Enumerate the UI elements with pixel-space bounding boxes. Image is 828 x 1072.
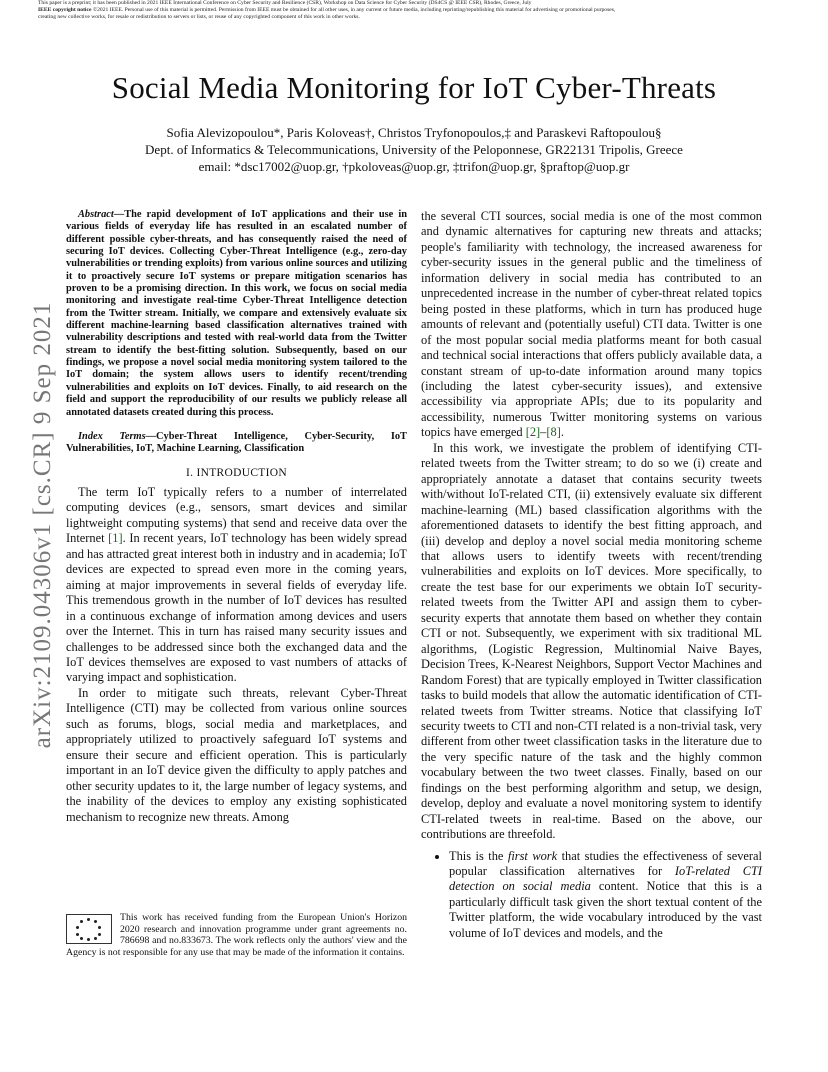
- index-terms-text: —Cyber-Threat Intelligence, Cyber-Security, IoT Vulnerabilities, IoT, Machine Learning, Classification: [66, 430, 407, 455]
- index-terms-lead: Index Terms: [78, 430, 146, 442]
- footnote-text: This work has received funding from the European Union's Horizon 2020 research and innovation programme under grant agreements no. 786698 and no.833673. The work reflects only the authors' view and the Agency is not responsible for any use that may be made of the information it contains.: [66, 912, 407, 958]
- bullet-emphasis-1: first work: [507, 848, 558, 863]
- citation-dash: –: [540, 425, 547, 440]
- notice-line-2-text: ©2021 IEEE. Personal use of this material is permitted. Permission from IEEE must be obtained for all other uses, in any current or future media, including reprinting/republishing this material for advertising or promotional purposes,: [91, 7, 616, 13]
- abstract-lead: Abstract: [78, 209, 114, 220]
- funding-footnote: [66, 912, 407, 958]
- eu-flag-icon: [66, 914, 112, 944]
- citation-link[interactable]: [1]: [108, 531, 123, 546]
- arxiv-sidebar: [18, 300, 68, 750]
- bullet-emphasis-2: IoT-related CTI detection on social media: [449, 864, 763, 894]
- bullet-text-a: This is the: [449, 848, 508, 863]
- left-column: [66, 209, 407, 825]
- intro-p1-text-a: The term IoT typically refers to a number of interrelated computing devices (e.g., sensors, smart devices and similar lightweight computing systems) that send and receive data over the Internet: [66, 484, 407, 546]
- notice-line-1: This paper is a preprint; it has been published in 2021 IEEE International Conference on Cyber Security and Resilience (CSR), Workshop on Data Science for Cyber Security (DS4CS @ IEEE CSR), Rhodes, Greece, July: [38, 0, 532, 6]
- copyright-notice: [38, 0, 798, 21]
- author-emails: email: *dsc17002@uop.gr, †pkoloveas@uop.gr, ‡trifon@uop.gr, §praftop@uop.gr: [198, 159, 630, 174]
- citation-link[interactable]: [2]: [525, 425, 541, 440]
- notice-line-3: creating new collective works, for resale or redistribution to servers or lists, or reuse of any copyrighted component of this work in other works.: [38, 14, 360, 20]
- right-paragraph-2: In this work, we investigate the problem of identifying CTI-related tweets from the Twitter stream; to do so we (i) create and appropriately annotate a dataset that contains security tweets with/without IoT-related CTI, (ii) extensively evaluate six different machine-learning (ML) based classification algorithms with the aforementioned datasets to identify the best fitting approach, and (iii) develop and deploy a novel social media monitoring scheme that allows users to identify tweets with recent/trending vulnerabilities and exploits on IoT devices. More specifically, to create the test base for our experiments we obtain IoT security-related tweets from the Twitter API and assign them to cyber-security experts that annotate them based on whether they contain CTI or not. Subsequently, we experiment with six traditional ML algorithms, (Logistic Regression, Multinomial Naive Bayes, Decision Trees, K-Nearest Neighbors, Support Vector Machines and Random Forest) that are typically employed in Twitter classification tasks to build models that allow the automatic identification of CTI-related tweets from Twitter streams. Notice that classifying IoT security tweets to CTI and non-CTI related is a non-trivial task, very different from other tweet classification tasks in the literature due to the very specific nature of the task and the highly common vocabulary between the two tweet classes. Finally, based on our findings on the best performing algorithm and setup, we design, develop, deploy and evaluate a novel monitoring system to identify CTI-related tweets in real-time. Based on the above, our contributions are threefold.: [421, 440, 762, 842]
- author-affiliation: Dept. of Informatics & Telecommunications, University of the Peloponnese, GR22131 Tripolis, Greece: [145, 142, 683, 157]
- intro-p1-text-b: . In recent years, IoT technology has been widely spread and has attracted great interest both in industry and in academia; IoT devices are expected to spread even more in the coming years, aiming at major improvements in several fields of everyday life. This tremendous growth in the number of IoT devices has resulted in a continuous exchange of information among devices and users over the Internet. This in turn has raised many security issues and challenges to be addressed since both the exchanged data and the IoT devices themselves are exposed to vast numbers of attacks of varying impact and sophistication.: [66, 531, 407, 685]
- right-paragraph-1: [421, 209, 762, 441]
- contribution-list: [421, 849, 762, 942]
- author-names: Sofia Alevizopoulou*, Paris Koloveas†, Christos Tryfonopoulos,‡ and Paraskevi Raftopoulou§: [166, 125, 662, 140]
- author-block: [0, 124, 828, 175]
- right-p1-end: .: [560, 425, 564, 440]
- bullet-text-c: content. Notice that this is a particularly difficult task given the short textual content of the Twitter platform, the wide vocabulary introduced by the vast volume of IoT devices and models, and the: [449, 879, 762, 940]
- paper-title: Social Media Monitoring for IoT Cyber-Threats: [111, 70, 717, 105]
- index-terms: [66, 431, 407, 456]
- citation-link[interactable]: [8]: [546, 425, 561, 440]
- right-p1-text: the several CTI sources, social media is one of the most common and dynamic alternatives for capturing new threats and attacks; people's familiarity with technology, the increased awareness for cyber-security issues in the general public and the timeliness of information delivery in social media has contributed to an unprecedented increase in the number of cyber-threat related topics being posted in these platforms, which in turn has produced huge amounts of relevant and (potentially useful) CTI data. Twitter is one of the most popular social media platforms meant for both casual and technical social interactions that offers publicly available data, a constant stream of up-to-date information around many topics (including the latest cyber-security issues), and extensive accessibility via appropriate APIs; due to its popularity and accessibility, numerous Twitter monitoring systems on various topics have emerged: [421, 209, 762, 440]
- notice-bold: IEEE copyright notice: [38, 7, 92, 13]
- intro-paragraph-2: In order to mitigate such threats, relevant Cyber-Threat Intelligence (CTI) may be collected from various online sources such as forums, blogs, social media and marketplaces, and appropriately utilized to proactively safeguard IoT systems and ensure their secure and efficient operation. This is particularly important in an IoT device given the difficulty to apply patches and other security updates to it, the large number of legacy systems, and the inability of the devices to employ any existing sophisticated mechanism to recognize new threats. Among: [66, 685, 407, 824]
- abstract: [66, 209, 407, 419]
- abstract-text: —The rapid development of IoT applications and their use in various fields of everyday life has resulted in an escalated number of different possible cyber-threats, and has consequently raised the need of securing IoT devices. Collecting Cyber-Threat Intelligence (e.g., zero-day vulnerabilities or trending exploits) from various online sources and utilizing it to proactively secure IoT systems or prepare mitigation scenarios has proven to be a promising direction. In this work, we focus on social media monitoring and investigate real-time Cyber-Threat Intelligence detection from the Twitter stream. Initially, we compare and extensively evaluate six different machine-learning based classification alternatives trained with vulnerability descriptions and tested with real-world data from the Twitter stream to identify the best-fitting solution. Subsequently, based on our findings, we propose a novel social media monitoring system tailored to the IoT domain; the system allows users to identify recent/trending vulnerabilities and exploits on IoT devices. Finally, to aid research on the field and support the reproducibility of our results we publicly release all annotated datasets created during this process.: [66, 209, 407, 418]
- right-column: [421, 209, 762, 941]
- notice-line-2: [38, 7, 798, 14]
- intro-paragraph-1: [66, 485, 407, 686]
- contribution-item-1: [449, 849, 762, 942]
- section-heading-introduction: I. INTRODUCTION: [186, 466, 287, 479]
- arxiv-identifier: arXiv:2109.04306v1 [cs.CR] 9 Sep 2021: [29, 301, 56, 749]
- bullet-text-b: that studies the effectiveness of several popular classification alternatives for: [449, 848, 762, 879]
